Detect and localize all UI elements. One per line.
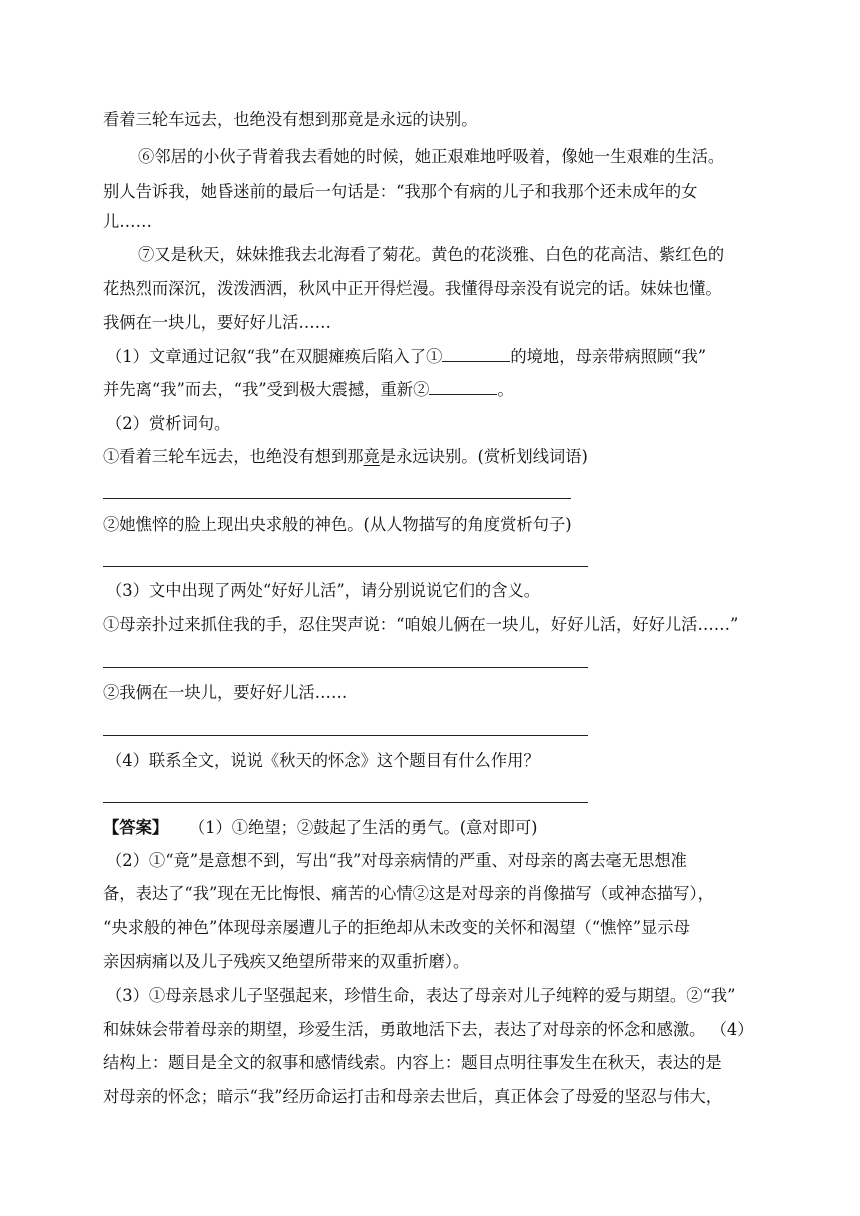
answer-2-line1: （2）①“竟”是意想不到，写出“我”对母亲病情的严重、对母亲的离去毫无思想准 [106, 851, 687, 870]
passage-p7-line3: 我俩在一块儿，要好好儿活…… [103, 313, 331, 332]
passage-p6-line2: 别人告诉我，她昏迷前的最后一句话是：“我那个有病的儿子和我那个还未成年的女 [103, 182, 698, 201]
answer-label: 【答案】 [103, 818, 169, 837]
answer-line[interactable] [103, 802, 588, 803]
answer-line[interactable] [103, 735, 588, 736]
answer-3-line3: 结构上：题目是全文的叙事和感情线索。内容上：题目点明往事发生在秋天，表达的是 [103, 1053, 722, 1072]
answer-blank-2[interactable] [429, 380, 497, 395]
question-2-item-1: ①看着三轮车远去，也绝没有想到那竟是永远诀别。(赏析划线词语) [103, 447, 588, 466]
question-2-item-2: ②她憔悴的脸上现出央求般的神色。(从人物描写的角度赏析句子) [103, 515, 572, 534]
question-3-item-2: ②我俩在一块儿，要好好儿活…… [103, 683, 348, 702]
question-3-item-1: ①母亲扑过来抓住我的手，忍住哭声说：“咱娘儿俩在一块儿，好好儿活，好好儿活……” [103, 615, 739, 634]
question-4: （4）联系全文，说说《秋天的怀念》这个题目有什么作用？ [106, 751, 540, 770]
question-2-title: （2）赏析词句。 [106, 414, 231, 433]
passage-p7-line1: ⑦又是秋天，妹妹推我去北海看了菊花。黄色的花淡雅、白色的花高洁、紫红色的 [138, 245, 725, 264]
answer-line-1: 【答案】 （1）①绝望；②鼓起了生活的勇气。(意对即可) [103, 818, 538, 837]
passage-line: 看着三轮车远去，也绝没有想到那竟是永远的诀别。 [103, 110, 478, 129]
passage-p6-line3: 儿…… [103, 212, 152, 231]
passage-p7-line2: 花热烈而深沉，泼泼洒洒，秋风中正开得烂漫。我懂得母亲没有说完的话。妹妹也懂。 [103, 279, 722, 298]
answer-3-line2: 和妹妹会带着母亲的期望，珍爱生活，勇敢地活下去，表达了对母亲的怀念和感激。 （4） [103, 1020, 754, 1039]
question-1-line1: （1）文章通过记叙“我”在双腿瘫痪后陷入了① 的境地，母亲带病照顾“我” [106, 347, 707, 366]
answer-2-line2: 备，表达了“我”现在无比悔恨、痛苦的心情②这是对母亲的肖像描写（或神态描写）， [103, 884, 714, 903]
question-1-line2: 并先离“我”而去，“我”受到极大震撼，重新② 。 [103, 380, 514, 399]
question-3-title: （3）文中出现了两处“好好儿活”，请分别说说它们的含义。 [106, 581, 541, 600]
underlined-word: 竟 [363, 447, 380, 466]
answer-2-line4: 亲因病痛以及儿子残疾又绝望所带来的双重折磨）。 [103, 952, 470, 971]
answer-2-line3: “央求般的神色”体现母亲屡遭儿子的拒绝却从未改变的关怀和渴望（“憔悴”显示母 [103, 918, 690, 937]
answer-line[interactable] [103, 498, 571, 499]
answer-blank-1[interactable] [442, 347, 510, 362]
answer-3-line1: （3）①母亲恳求儿子坚强起来，珍惜生命，表达了母亲对儿子纯粹的爱与期望。②“我” [106, 986, 736, 1005]
answer-3-line4: 对母亲的怀念；暗示“我”经历命运打击和母亲去世后，真正体会了母爱的坚忍与伟大， [103, 1087, 723, 1106]
passage-p6-line1: ⑥邻居的小伙子背着我去看她的时候，她正艰难地呼吸着，像她一生艰难的生活。 [138, 147, 725, 166]
answer-line[interactable] [103, 566, 588, 567]
answer-line[interactable] [103, 667, 588, 668]
